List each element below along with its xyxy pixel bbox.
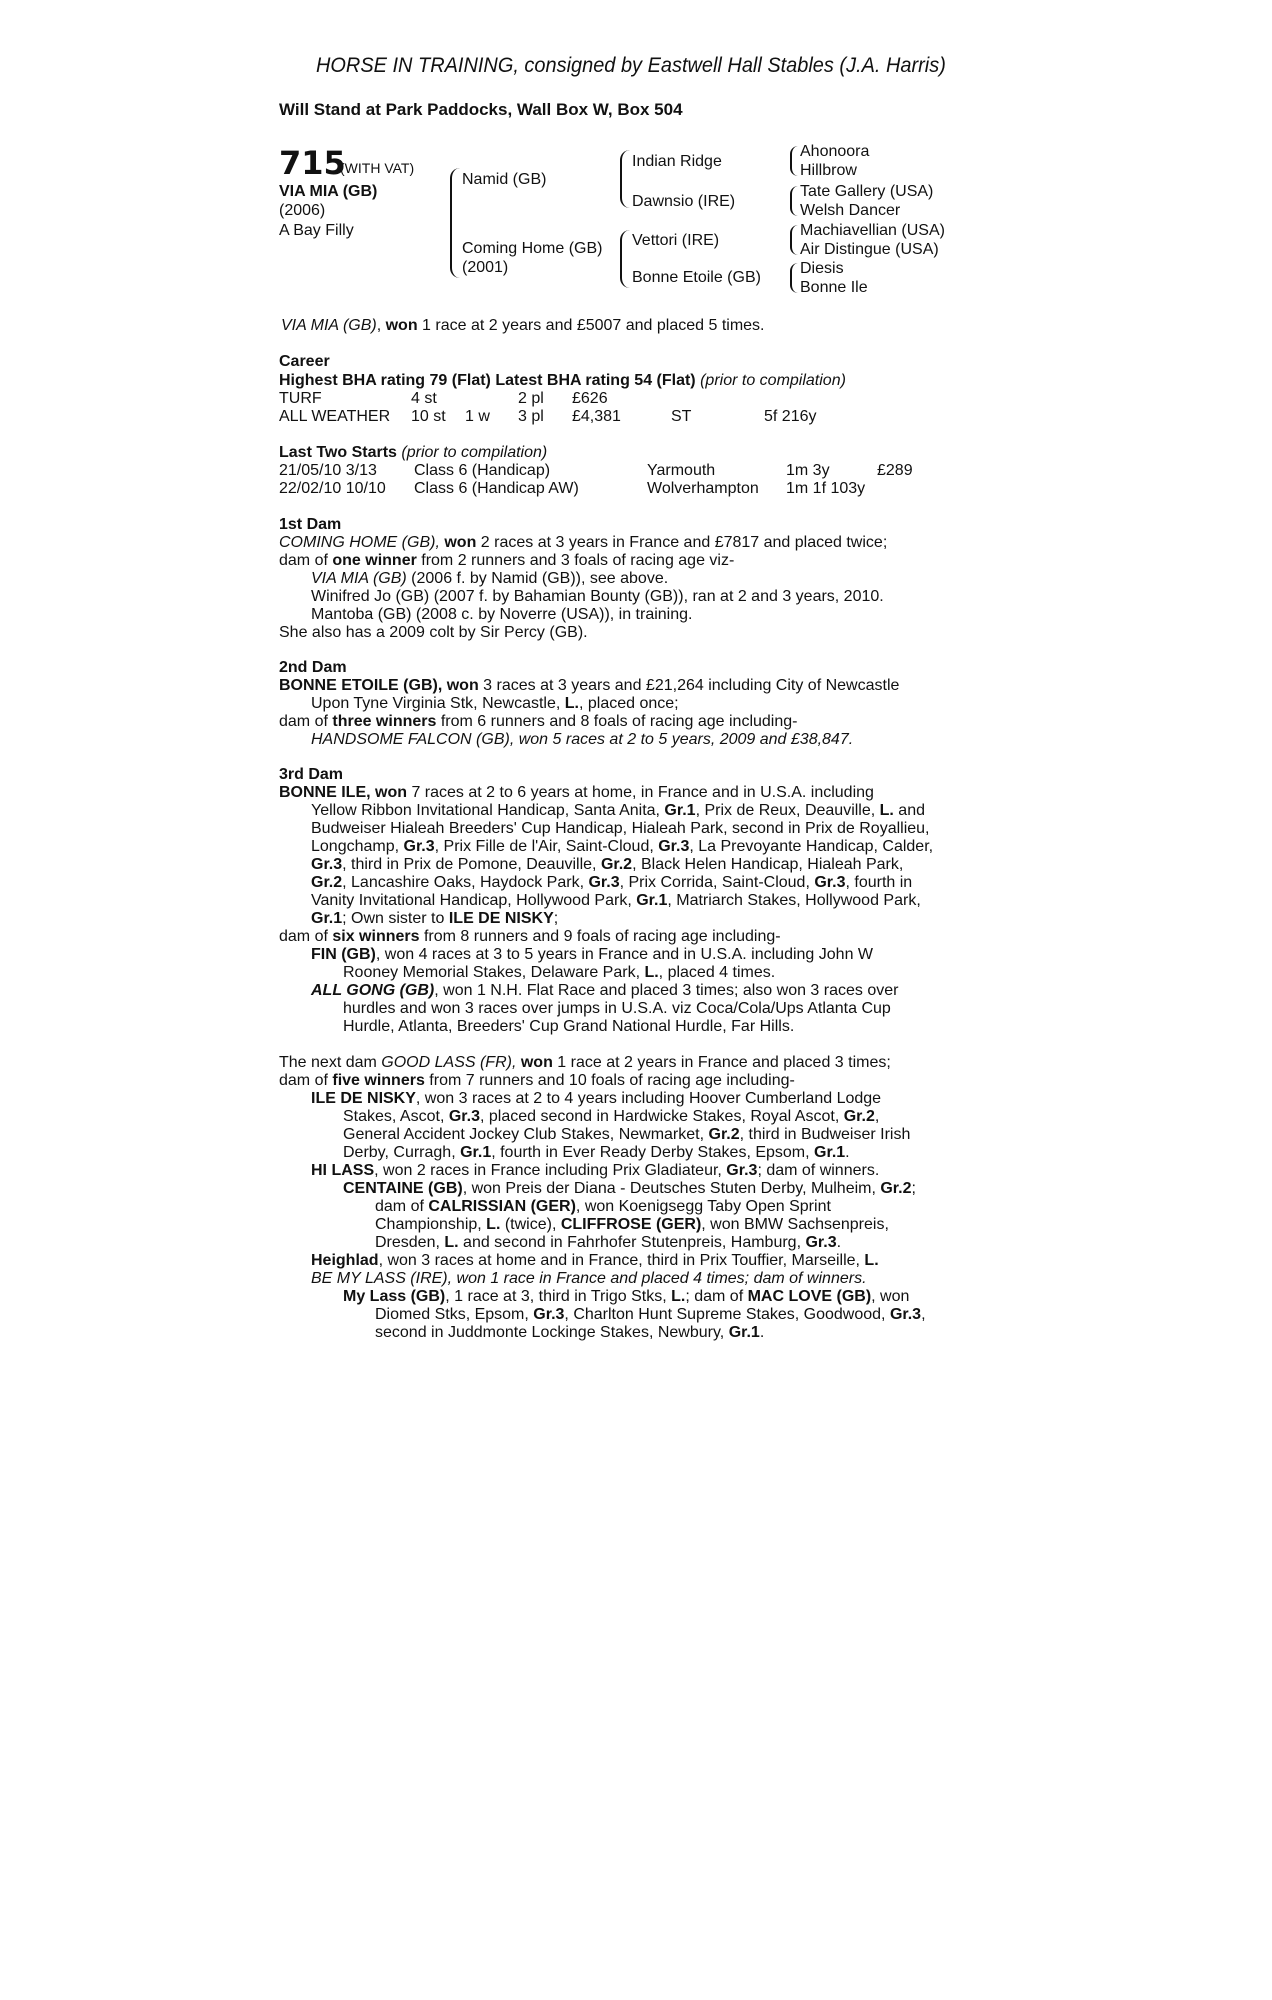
second-dam-heading: 2nd Dam: [279, 659, 347, 676]
first-dam-line-1: COMING HOME (GB), won 2 races at 3 years in France and £7817 and placed twice;: [279, 534, 888, 551]
pedigree-sss: Ahonoora: [800, 143, 870, 160]
third-dam-line-1: BONNE ILE, won 7 races at 2 to 6 years at home, in France and in U.S.A. including: [279, 784, 874, 801]
first-dam-produce-2: Winifred Jo (GB) (2007 f. by Bahamian Bounty (GB)), ran at 2 and 3 years, 2010.: [311, 588, 884, 605]
pedigree-brace-2: [620, 150, 630, 208]
aw-label: ALL WEATHER: [279, 408, 391, 425]
career-heading: Career: [279, 353, 330, 370]
horse-description: A Bay Filly: [279, 222, 354, 239]
next-dam-grandproduce-2-cont-2: second in Juddmonte Lockinge Stakes, Newbury, Gr.1.: [375, 1324, 765, 1341]
pedigree-brace-7: [790, 263, 798, 293]
lot-number: 715: [279, 144, 346, 182]
pedigree-ssd: Hillbrow: [800, 162, 857, 179]
third-dam-produce-1-cont: Rooney Memorial Stakes, Delaware Park, L., placed 4 times.: [343, 964, 776, 981]
second-dam-line-1: BONNE ETOILE (GB), won 3 races at 3 years and £21,264 including City of Newcastle: [279, 677, 900, 694]
next-dam-produce-1: ILE DE NISKY, won 3 races at 2 to 4 years including Hoover Cumberland Lodge: [311, 1090, 882, 1107]
third-dam-line-8: Gr.1; Own sister to ILE DE NISKY;: [311, 910, 559, 927]
horse-name: VIA MIA (GB): [279, 183, 378, 200]
turf-placed: 2 pl: [518, 390, 544, 407]
third-dam-line-4: Longchamp, Gr.3, Prix Fille de l'Air, Saint-Cloud, Gr.3, La Prevoyante Handicap, Calder,: [311, 838, 934, 855]
pedigree-sdd: Welsh Dancer: [800, 202, 901, 219]
aw-placed: 3 pl: [518, 408, 544, 425]
pedigree-sire-sire: Indian Ridge: [632, 153, 722, 170]
start-2-course: Wolverhampton: [647, 480, 759, 497]
next-dam-produce-1-cont-1: Stakes, Ascot, Gr.3, placed second in Hardwicke Stakes, Royal Ascot, Gr.2,: [343, 1108, 880, 1125]
pedigree-dam-year: (2001): [462, 259, 509, 276]
pedigree-dam: Coming Home (GB): [462, 240, 603, 257]
next-dam-produce-3: Heighlad, won 3 races at home and in France, third in Prix Touffier, Marseille, L.: [311, 1252, 879, 1269]
first-dam-note: She also has a 2009 colt by Sir Percy (GB).: [279, 624, 588, 641]
aw-starts: 10 st: [411, 408, 446, 425]
third-dam-line-9: dam of six winners from 8 runners and 9 foals of racing age including-: [279, 928, 781, 945]
pedigree-brace-3: [620, 230, 630, 288]
horse-year: (2006): [279, 202, 326, 219]
turf-label: TURF: [279, 390, 322, 407]
start-1-distance: 1m 3y: [786, 462, 830, 479]
next-dam-line-2: dam of five winners from 7 runners and 10 foals of racing age including-: [279, 1072, 795, 1089]
bha-rating: Highest BHA rating 79 (Flat) Latest BHA rating 54 (Flat) (prior to compilation): [279, 372, 846, 389]
aw-wins: 1 w: [465, 408, 490, 425]
race-summary: VIA MIA (GB), won 1 race at 2 years and £5007 and placed 5 times.: [281, 317, 765, 334]
turf-starts: 4 st: [411, 390, 437, 407]
second-dam-line-3: dam of three winners from 6 runners and 8 foals of racing age including-: [279, 713, 798, 730]
start-2-class: Class 6 (Handicap AW): [414, 480, 579, 497]
pedigree-dss: Machiavellian (USA): [800, 222, 945, 239]
first-dam-produce-1: VIA MIA (GB) (2006 f. by Namid (GB)), see above.: [311, 570, 669, 587]
third-dam-produce-2-cont-1: hurdles and won 3 races over jumps in U.S.A. viz Coca/Cola/Ups Atlanta Cup: [343, 1000, 891, 1017]
next-dam-grandproduce-1: CENTAINE (GB), won Preis der Diana - Deutsches Stuten Derby, Mulheim, Gr.2;: [343, 1180, 916, 1197]
third-dam-produce-2-cont-2: Hurdle, Atlanta, Breeders' Cup Grand National Hurdle, Far Hills.: [343, 1018, 795, 1035]
third-dam-line-7: Vanity Invitational Handicap, Hollywood Park, Gr.1, Matriarch Stakes, Hollywood Park,: [311, 892, 921, 909]
pedigree-sire-dam: Dawnsio (IRE): [632, 193, 736, 210]
pedigree-sire: Namid (GB): [462, 171, 547, 188]
last-two-heading: Last Two Starts (prior to compilation): [279, 444, 548, 461]
first-dam-line-2: dam of one winner from 2 runners and 3 foals of racing age viz-: [279, 552, 735, 569]
start-2-date: 22/02/10 10/10: [279, 480, 386, 497]
pedigree-brace-6: [790, 225, 798, 255]
next-dam-produce-4: BE MY LASS (IRE), won 1 race in France and placed 4 times; dam of winners.: [311, 1270, 867, 1287]
start-1-prize: £289: [877, 462, 913, 479]
next-dam-produce-1-cont-2: General Accident Jockey Club Stakes, Newmarket, Gr.2, third in Budweiser Irish: [343, 1126, 911, 1143]
consignor-title: HORSE IN TRAINING, consigned by Eastwell Hall Stables (J.A. Harris): [316, 54, 946, 77]
turf-earnings: £626: [572, 390, 608, 407]
pedigree-dam-sire: Vettori (IRE): [632, 232, 720, 249]
start-1-date: 21/05/10 3/13: [279, 462, 377, 479]
third-dam-line-2: Yellow Ribbon Invitational Handicap, Santa Anita, Gr.1, Prix de Reux, Deauville, L. and: [311, 802, 925, 819]
third-dam-line-3: Budweiser Hialeah Breeders' Cup Handicap, Hialeah Park, second in Prix de Royallieu,: [311, 820, 930, 837]
aw-earnings: £4,381: [572, 408, 621, 425]
third-dam-heading: 3rd Dam: [279, 766, 344, 783]
pedigree-dsd: Air Distingue (USA): [800, 241, 939, 258]
pedigree-brace-4: [790, 146, 798, 176]
third-dam-line-6: Gr.2, Lancashire Oaks, Haydock Park, Gr.3, Prix Corrida, Saint-Cloud, Gr.3, fourth in: [311, 874, 913, 891]
next-dam-grandproduce-1-cont-1: dam of CALRISSIAN (GER), won Koenigsegg Taby Open Sprint: [375, 1198, 831, 1215]
start-2-distance: 1m 1f 103y: [786, 480, 866, 497]
first-dam-heading: 1st Dam: [279, 516, 342, 533]
third-dam-produce-1: FIN (GB), won 4 races at 3 to 5 years in France and in U.S.A. including John W: [311, 946, 874, 963]
stand-location: Will Stand at Park Paddocks, Wall Box W, Box 504: [279, 100, 683, 119]
start-1-course: Yarmouth: [647, 462, 716, 479]
aw-distance: 5f 216y: [764, 408, 817, 425]
next-dam-grandproduce-1-cont-2: Championship, L. (twice), CLIFFROSE (GER), won BMW Sachsenpreis,: [375, 1216, 889, 1233]
pedigree-ddd: Bonne Ile: [800, 279, 868, 296]
next-dam-grandproduce-2: My Lass (GB), 1 race at 3, third in Trigo Stks, L.; dam of MAC LOVE (GB), won: [343, 1288, 910, 1305]
third-dam-line-5: Gr.3, third in Prix de Pomone, Deauville, Gr.2, Black Helen Handicap, Hialeah Park,: [311, 856, 904, 873]
second-dam-produce-1: HANDSOME FALCON (GB), won 5 races at 2 to 5 years, 2009 and £38,847.: [311, 731, 854, 748]
pedigree-brace-1: [450, 168, 462, 278]
vat-note: (WITH VAT): [340, 160, 415, 176]
next-dam-produce-1-cont-3: Derby, Curragh, Gr.1, fourth in Ever Ready Derby Stakes, Epsom, Gr.1.: [343, 1144, 850, 1161]
next-dam-grandproduce-1-cont-3: Dresden, L. and second in Fahrhofer Stutenpreis, Hamburg, Gr.3.: [375, 1234, 842, 1251]
aw-going: ST: [671, 408, 692, 425]
next-dam-grandproduce-2-cont-1: Diomed Stks, Epsom, Gr.3, Charlton Hunt Supreme Stakes, Goodwood, Gr.3,: [375, 1306, 926, 1323]
pedigree-sds: Tate Gallery (USA): [800, 183, 934, 200]
pedigree-dam-dam: Bonne Etoile (GB): [632, 269, 761, 286]
second-dam-line-2: Upon Tyne Virginia Stk, Newcastle, L., placed once;: [311, 695, 679, 712]
third-dam-produce-2: ALL GONG (GB), won 1 N.H. Flat Race and placed 3 times; also won 3 races over: [311, 982, 899, 999]
next-dam-produce-2: HI LASS, won 2 races in France including Prix Gladiateur, Gr.3; dam of winners.: [311, 1162, 880, 1179]
pedigree-dds: Diesis: [800, 260, 844, 277]
next-dam-line-1: The next dam GOOD LASS (FR), won 1 race at 2 years in France and placed 3 times;: [279, 1054, 891, 1071]
start-1-class: Class 6 (Handicap): [414, 462, 551, 479]
first-dam-produce-3: Mantoba (GB) (2008 c. by Noverre (USA)), in training.: [311, 606, 693, 623]
pedigree-brace-5: [790, 186, 798, 216]
